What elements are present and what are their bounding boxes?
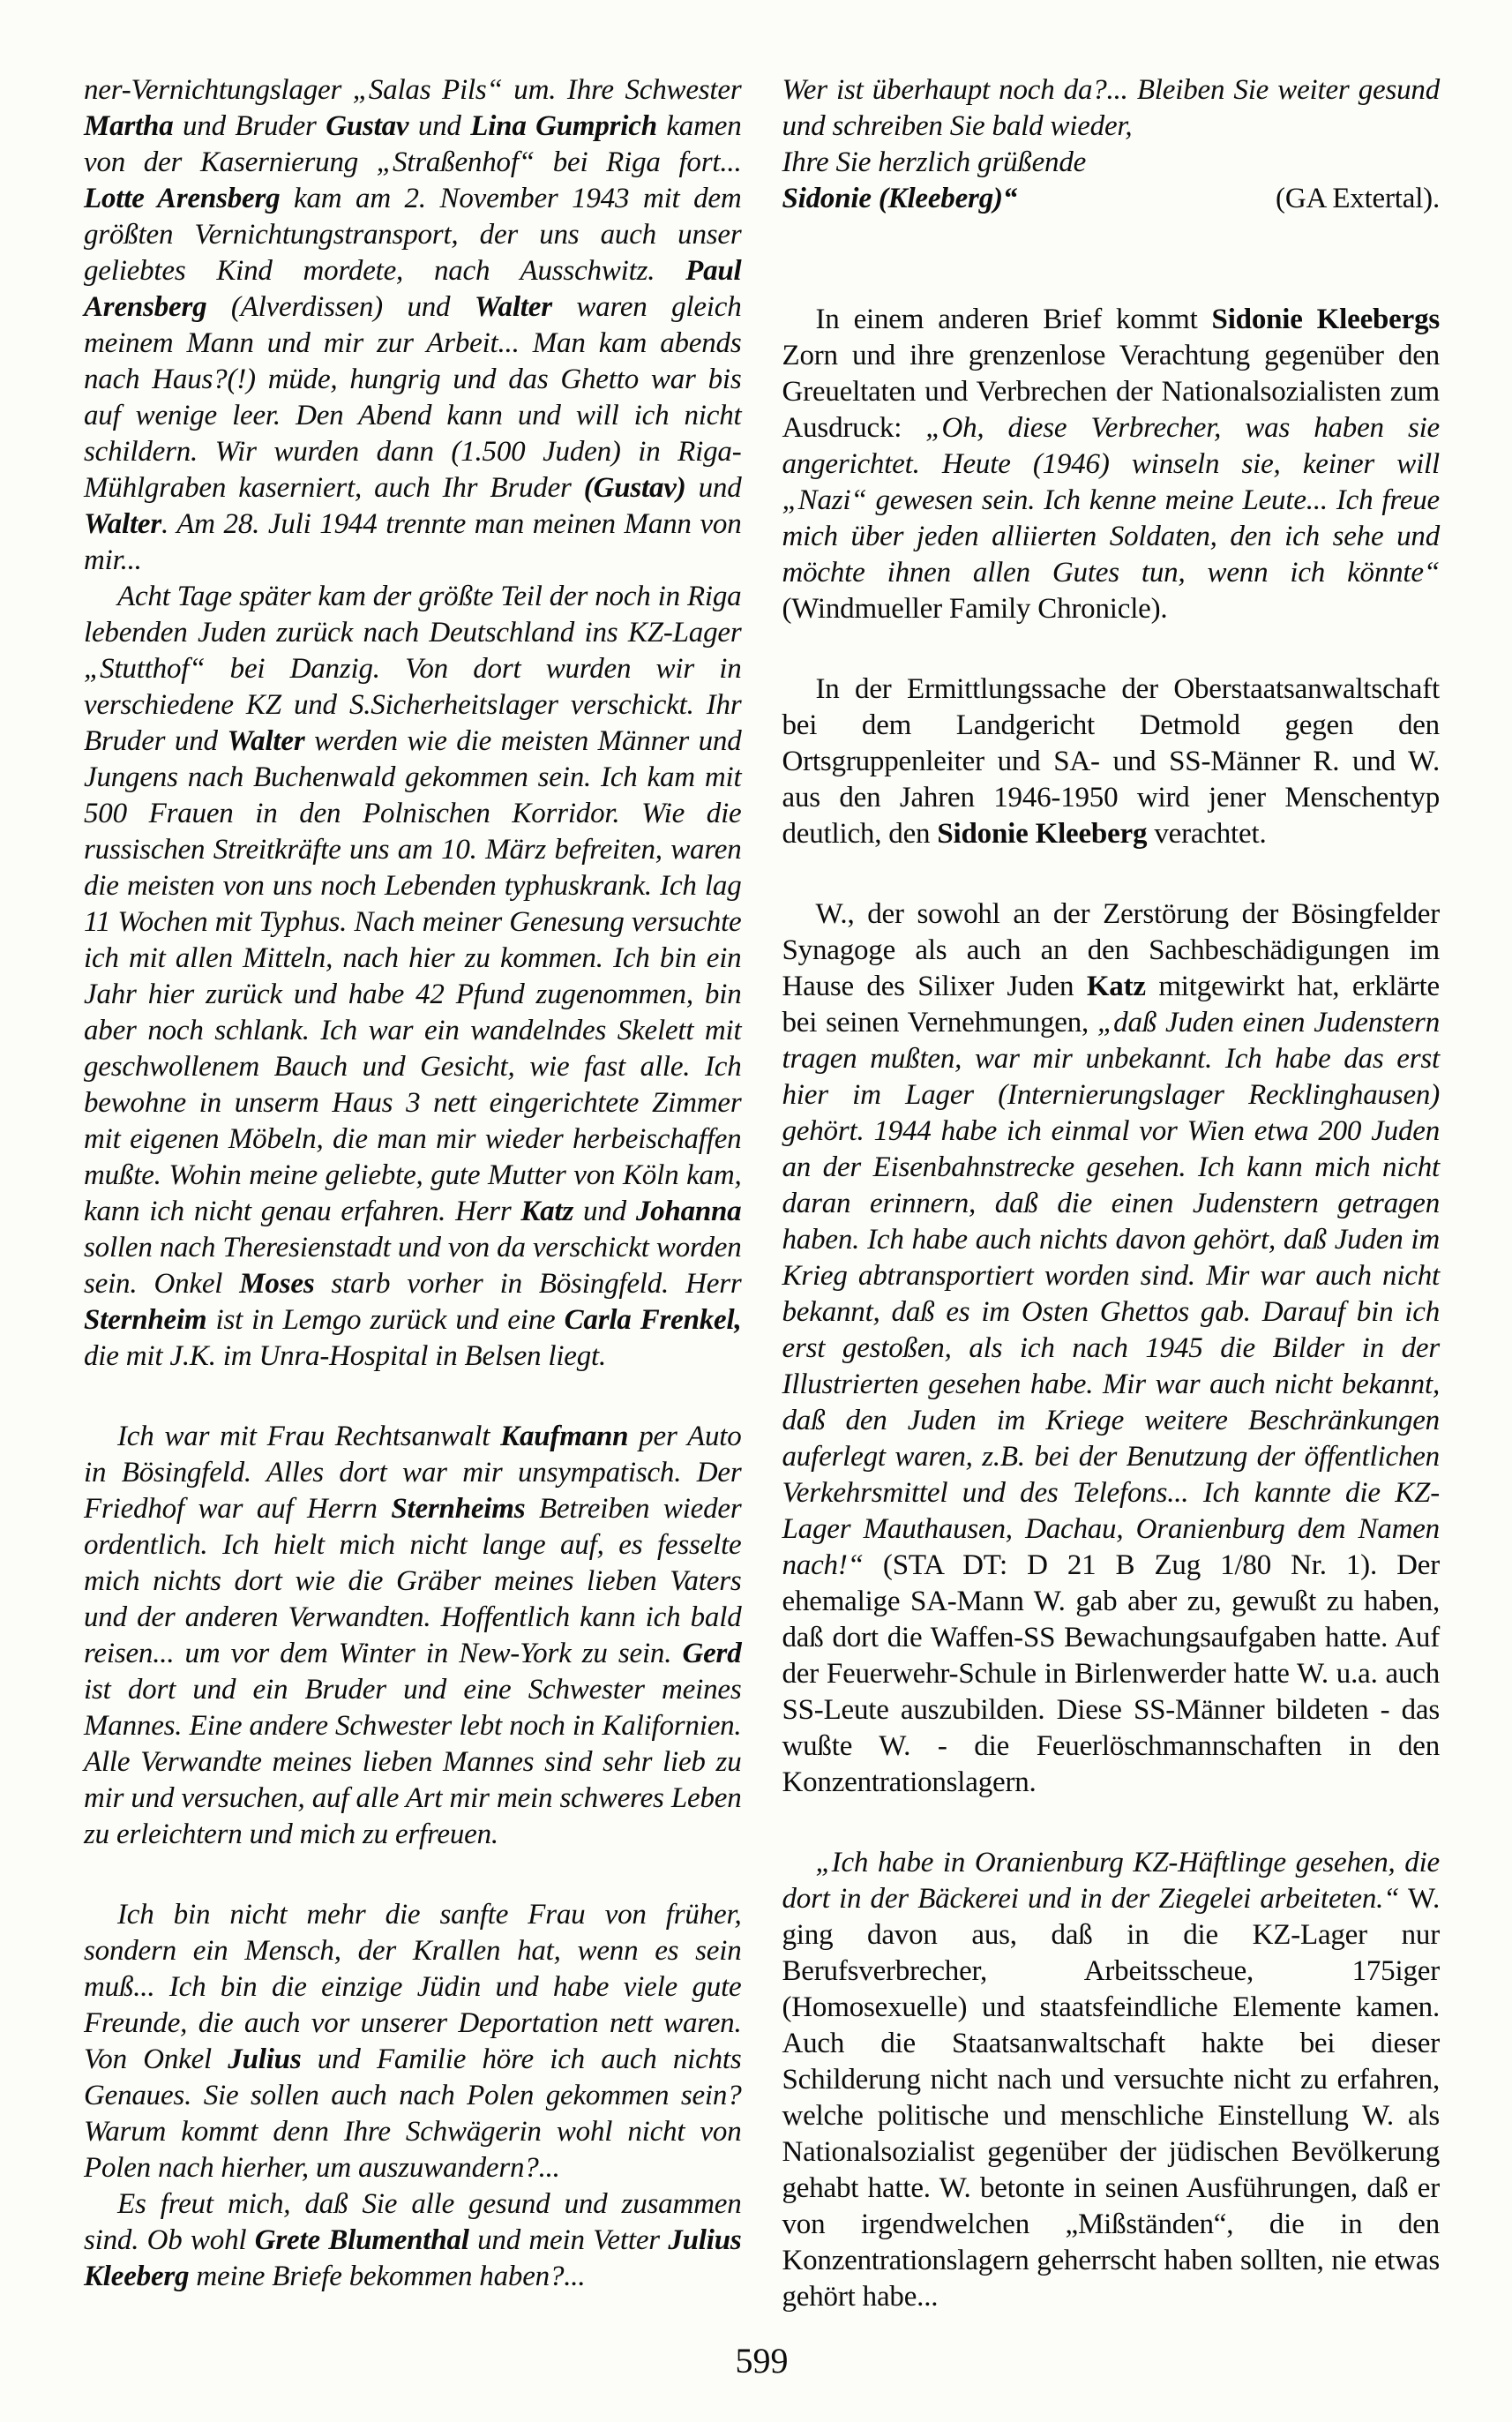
text-run: Sternheim	[84, 1304, 207, 1336]
text-run: In einem anderen Brief kommt	[815, 304, 1212, 335]
text-run: „Oh, diese Verbrecher, was haben sie angerichtet. Heute (1946) winseln sie, keiner will „Nazi“ gewesen sein. Ich kenne meine Leute... Ich freue mich über jeden alliierten Soldaten, den ich sehe und möchte ihnen allen Gutes tun, wenn ich könnte“	[782, 412, 1440, 589]
text-run: Walter	[227, 725, 305, 757]
text-run: starb vorher in Bösingfeld. Herr	[314, 1268, 742, 1300]
text-run: Moses	[239, 1268, 315, 1300]
text-run: Sidonie Kleeberg	[937, 818, 1148, 850]
text-run: Acht Tage später kam der größte Teil der noch in Riga lebenden Juden zurück nach Deutschland ins KZ-Lager „Stutthof“ bei Danzig. Von dort wurden wir in verschiedene KZ und S.Sicherheitslager verschickt. Ihr Bruder und	[84, 581, 742, 757]
text-run: (Alverdissen) und	[206, 291, 475, 323]
text-run: Betreiben wieder ordentlich. Ich hielt mich nicht lange auf, es fesselte mich nichts dort wie die Gräber meines lieben Vaters und der anderen Verwandten. Hoffentlich kann ich bald reisen... um vor dem Winter in New-York zu sein.	[84, 1493, 742, 1669]
text-run: Sidonie (Kleeberg)“	[782, 183, 1018, 214]
text-run: waren gleich meinem Mann und mir zur Arbeit... Man kam abends nach Haus?(!) müde, hungrig und das Ghetto war bis auf wenige leer. Den Abend kann und will ich nicht schildern. Wir wurden dann (1.500 Juden) in Riga-Mühlgraben kaserniert, auch Ihr Bruder	[84, 291, 742, 504]
left-column	[84, 72, 742, 2315]
paragraph	[782, 671, 1441, 852]
text-run: (STA DT: D 21 B Zug 1/80 Nr. 1). Der ehemalige SA-Mann W. gab aber zu, gewußt zu haben, daß dort die Waffen-SS Bewachungsaufgaben hatte. Auf der Feuerwehr-Schule in Birlenwerder hatte W. u.a. auch SS-Leute auszubilden. Diese SS-Männer bildeten - das wußte W. - die Feuerlöschmannschaften in den Konzentrationslagern.	[782, 1549, 1440, 1798]
text-run: (GA Extertal).	[1276, 183, 1440, 214]
text-run: W., der sowohl an der Zerstörung der Bösingfelder Synagoge als auch an den Sachbeschädigungen im Hause des Silixer Juden	[782, 898, 1440, 1002]
text-run: ist dort und ein Bruder und eine Schwester meines Mannes. Eine andere Schwester lebt noch in Kalifornien. Alle Verwandte meines lieben Mannes sind sehr lieb zu mir und versuchen, auf alle Art mir mein schweres Leben zu erleichtern und mich zu erfreuen.	[84, 1674, 742, 1850]
text-run: W. ging davon aus, daß in die KZ-Lager nur Berufsverbrecher, Arbeitsscheue, 175iger (Homosexuelle) und staatsfeindliche Elemente kamen. Auch die Staatsanwaltschaft hakte bei dieser Schilderung nicht nach und versuchte nicht zu erfahren, welche politische und menschliche Einstellung W. als Nationalsozialist gegenüber der jüdischen Bevölkerung gehabt hatte. W. betonte in seinen Ausführungen, daß er von irgendwelchen „Mißständen“, die in den Konzentrationslagern geherrscht haben sollten, nie etwas gehört habe...	[782, 1883, 1441, 2313]
paragraph	[84, 2186, 742, 2295]
text-run: und	[408, 110, 471, 142]
text-run: meine Briefe bekommen haben?...	[189, 2261, 586, 2292]
text-run: (Gustav)	[583, 472, 686, 504]
text-run: Ich bin nicht mehr die sanfte Frau von früher, sondern ein Mensch, der Krallen hat, wenn es sein muß... Ich bin die einzige Jüdin und habe viele gute Freunde, die auch vor unserer Deportation nett waren. Von Onkel	[84, 1899, 742, 2075]
text-run: Ich war mit Frau Rechtsanwalt	[117, 1421, 501, 1452]
text-run: „Ich habe in Oranienburg KZ-Häftlinge gesehen, die dort in der Bäckerei und in der Ziegelei arbeiteten.“	[782, 1847, 1440, 1915]
paragraph	[84, 1897, 742, 2186]
paragraph	[782, 302, 1441, 627]
text-run: Sidonie Kleebergs	[1211, 304, 1441, 335]
paragraph	[782, 72, 1441, 145]
paragraph	[782, 181, 1441, 217]
text-run: In der Ermittlungssache der Oberstaatsanwaltschaft bei dem Landgericht Detmold gegen den Ortsgruppenleiter und SA- und SS-Männer R. und W. aus den Jahren 1946-1950 wird jener Menschentyp deutlich, den	[782, 673, 1440, 850]
text-run: kamen von der Kasernierung „Straßenhof“ bei Riga fort...	[84, 110, 742, 178]
text-run: Walter	[474, 291, 552, 323]
text-run: und Bruder	[173, 110, 326, 142]
text-run: kam am 2. November 1943 mit dem größten Vernichtungstransport, der uns auch unser geliebtes Kind mordete, nach Ausschwitz.	[84, 183, 742, 287]
text-run: „daß Juden einen Judenstern tragen mußten, war mir unbekannt. Ich habe das erst hier im Lager (Internierungslager Recklinghausen) gehört. 1944 habe ich einmal vor Wien etwa 200 Juden an der Eisenbahnstrecke gesehen. Ich kann mich nicht daran erinnern, daß die einen Judenstern getragen haben. Ich habe auch nichts davon gehört, daß Juden im Krieg abtransportiert worden sind. Mir war auch nicht bekannt, daß es im Osten Ghettos gab. Darauf bin ich erst gestoßen, als ich nach 1945 die Bilder in der Illustrierten gesehen habe. Mir war auch nicht bekannt, daß den Juden im Kriege weitere Beschränkungen auferlegt waren, z.B. bei der Benutzung der öffentlichen Verkehrsmittel und des Telefons... Ich kannte die KZ-Lager Mauthausen, Dachau, Oranienburg dem Namen nach!“	[782, 1007, 1440, 1581]
text-run: Julius	[228, 2043, 302, 2075]
text-run: Zorn und ihre grenzenlose Verachtung gegenüber den Greueltaten und Verbrechen der Nationalsozialisten zum Ausdruck:	[782, 340, 1440, 444]
text-run: Gerd	[682, 1638, 742, 1669]
paragraph	[84, 1419, 742, 1853]
text-run: ner-Vernichtungslager „Salas Pils“ um. Ihre Schwester	[84, 74, 742, 106]
text-run: (Windmueller Family Chronicle).	[782, 593, 1168, 625]
text-run: Ihre Sie herzlich grüßende	[782, 146, 1087, 178]
signature-name	[782, 181, 1018, 217]
text-run: werden wie die meisten Männer und Jungens nach Buchenwald gekommen sein. Ich kam mit 500 Frauen in den Polnischen Korridor. Wie die russischen Streitkräfte uns am 10. März befreiten, waren die meisten von uns noch Lebenden typhuskrank. Ich lag 11 Wochen mit Typhus. Nach meiner Genesung versuchte ich mit allen Mitteln, nach hier zu kommen. Ich bin ein Jahr hier zurück und habe 42 Pfund zugenommen, bin aber noch schlank. Ich war ein wandelndes Skelett mit geschwollenem Bauch und Gesicht, wie fast alle. Ich bewohne in unserm Haus 3 nett eingerichtete Zimmer mit eigenen Möbeln, die man mir wieder herbeischaffen mußte. Wohin meine geliebte, gute Mutter von Köln kam, kann ich nicht genau erfahren. Herr	[84, 725, 742, 1227]
text-run: und Familie höre ich auch nichts Genaues. Sie sollen auch nach Polen gekommen sein? Warum kommt denn Ihre Schwägerin wohl nicht von Polen nach hierher, um auszuwandern?...	[84, 2043, 742, 2184]
text-run: Gustav	[326, 110, 409, 142]
text-run: ist in Lemgo zurück und eine	[206, 1304, 565, 1336]
text-run: und	[685, 472, 742, 504]
text-run: Carla Frenkel,	[564, 1304, 742, 1336]
text-run: Katz	[520, 1196, 574, 1227]
paragraph	[782, 896, 1441, 1801]
text-run: und	[573, 1196, 636, 1227]
text-run: Walter	[84, 508, 162, 540]
paragraph	[84, 72, 742, 579]
paragraph	[84, 579, 742, 1375]
text-run: per Auto in Bösingfeld. Alles dort war mir unsympatisch. Der Friedhof war auf Herrn	[84, 1421, 742, 1525]
text-run: Kaufmann	[500, 1421, 629, 1452]
text-run: Paul Arensberg	[84, 255, 742, 323]
text-run: Sternheims	[391, 1493, 526, 1525]
text-run: die mit J.K. im Unra-Hospital in Belsen liegt.	[84, 1340, 607, 1372]
text-run: Es freut mich, daß Sie alle gesund und zusammen sind. Ob wohl	[84, 2188, 742, 2256]
text-run: verachtet.	[1147, 818, 1267, 850]
paragraph	[782, 145, 1441, 181]
text-run: Johanna	[635, 1196, 742, 1227]
text-run: mitgewirkt hat, erklärte bei seinen Vernehmungen,	[782, 971, 1440, 1039]
source-reference	[1276, 181, 1440, 217]
text-run: . Am 28. Juli 1944 trennte man meinen Mann von mir...	[84, 508, 742, 576]
text-run: Martha	[84, 110, 174, 142]
text-run: Julius Kleeberg	[84, 2224, 742, 2292]
page-number: 599	[735, 2341, 789, 2381]
text-run: Grete Blumenthal	[254, 2224, 469, 2256]
paragraph	[782, 1845, 1441, 2315]
text-run: Lina Gumprich	[470, 110, 657, 142]
text-run: und mein Vetter	[468, 2224, 669, 2256]
text-run: Wer ist überhaupt noch da?... Bleiben Sie weiter gesund und schreiben Sie bald wieder,	[782, 74, 1440, 142]
text-run: Lotte Arensberg	[84, 183, 281, 214]
text-run: Katz	[1086, 971, 1146, 1002]
text-run: sollen nach Theresienstadt und von da verschickt worden sein. Onkel	[84, 1232, 742, 1300]
right-column	[782, 72, 1441, 2315]
